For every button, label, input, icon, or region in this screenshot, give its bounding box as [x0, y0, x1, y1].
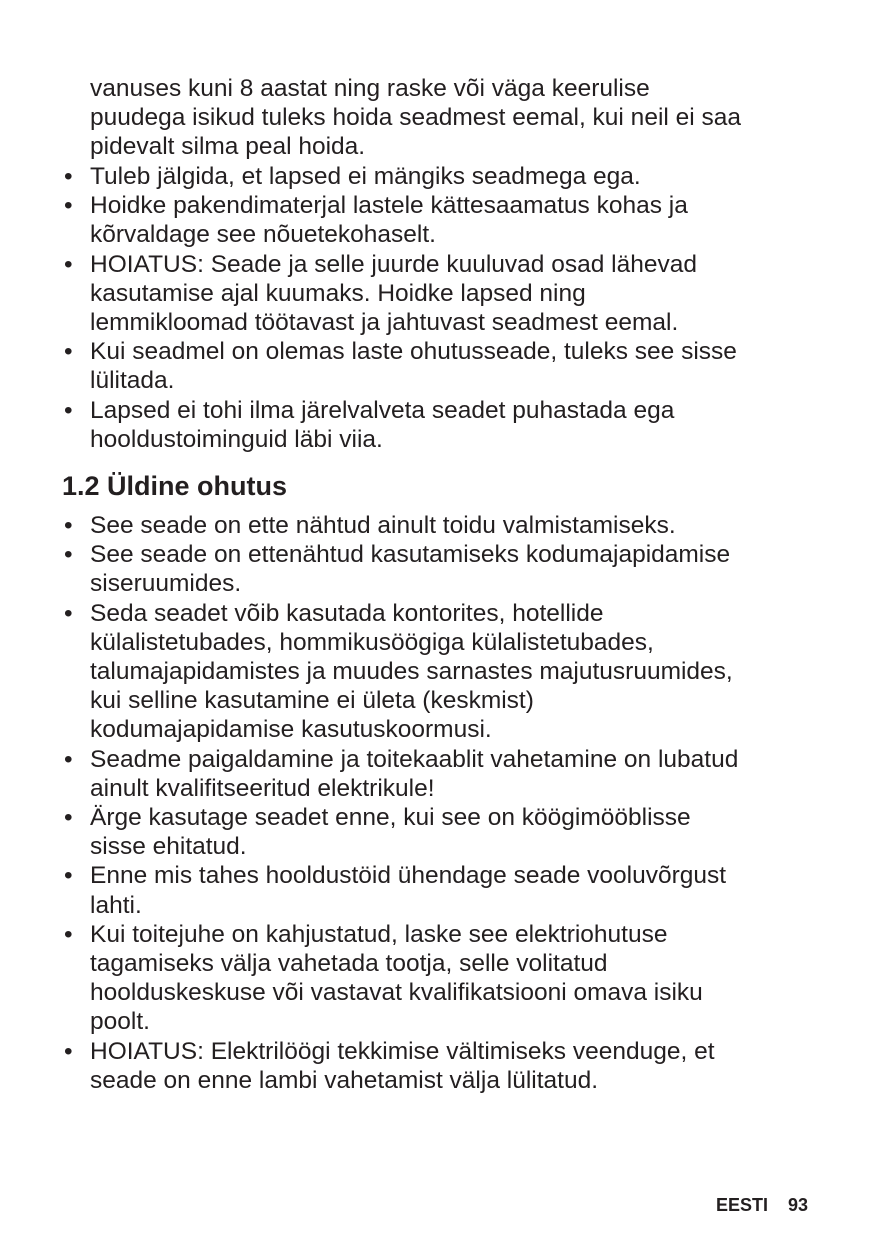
text-line: lülitada. — [90, 367, 175, 395]
list-item — [62, 745, 822, 803]
list-item-text — [90, 921, 703, 1036]
list-item-text — [90, 541, 730, 597]
list-item-text — [90, 746, 738, 802]
list-item-text — [90, 862, 726, 918]
list-item-text — [90, 397, 674, 453]
footer-language: EESTI — [715, 1195, 768, 1215]
list-item — [62, 250, 822, 338]
bullet-icon: • — [64, 163, 73, 190]
text-line: Kui toitejuhe on kahjustatud, laske see elektriohutuse — [90, 920, 668, 948]
text-line: sisse ehitatud. — [90, 833, 247, 861]
text-line: lahti. — [90, 891, 142, 919]
text-line: Lapsed ei tohi ilma järelvalveta seadet puhastada ega — [90, 396, 675, 424]
bullet-icon: • — [64, 920, 73, 948]
text-line: See seade on ettenähtud kasutamiseks kodumajapidamise — [90, 541, 731, 569]
list-item-text — [90, 338, 737, 394]
text-line: külalistetubades, hommikusöögiga külalistetubades, — [90, 628, 654, 656]
list-item — [62, 1037, 822, 1095]
text-line: kasutamise ajal kuumaks. Hoidke lapsed ning — [90, 279, 586, 307]
text-line: pidevalt silma peal hoida. — [90, 133, 366, 161]
text-line: kui selline kasutamine ei ületa (keskmist) — [90, 687, 534, 715]
children-safety-list — [62, 162, 822, 454]
text-line: hoolduskeskuse või vastavat kvalifikatsiooni omava isiku — [90, 979, 703, 1007]
list-item — [62, 540, 822, 598]
bullet-icon: • — [64, 862, 73, 890]
text-line: lemmikloomad töötavast ja jahtuvast seadmest eemal. — [90, 309, 679, 337]
text-line: kõrvaldage see nõuetekohaselt. — [90, 221, 436, 249]
list-item — [62, 162, 822, 191]
bullet-icon: • — [64, 804, 73, 832]
bullet-icon: • — [64, 599, 73, 627]
text-line: puudega isikud tuleks hoida seadmest eemal, kui neil ei saa — [90, 104, 742, 132]
text-line: HOIATUS: Elektrilöögi tekkimise vältimiseks veenduge, et — [90, 1037, 715, 1065]
text-line: Hoidke pakendimaterjal lastele kättesaamatus kohas ja — [90, 192, 688, 220]
bullet-icon: • — [64, 512, 73, 539]
list-item-text — [90, 804, 691, 860]
text-line: seade on enne lambi vahetamist välja lülitatud. — [90, 1066, 599, 1094]
text-line: Ärge kasutage seadet enne, kui see on köögimööblisse — [90, 804, 691, 832]
list-item — [62, 803, 822, 861]
list-item — [62, 511, 822, 540]
list-item-text — [90, 1038, 715, 1094]
text-line: HOIATUS: Seade ja selle juurde kuuluvad osad lähevad — [90, 250, 697, 278]
text-line: siseruumides. — [90, 570, 242, 598]
general-safety-list — [62, 511, 822, 1095]
text-line: hooldustoiminguid läbi viia. — [90, 425, 383, 453]
list-item — [62, 599, 822, 745]
bullet-icon: • — [64, 250, 73, 278]
list-item-text — [90, 251, 697, 336]
text-line: See seade on ette nähtud ainult toidu valmistamiseks. — [90, 512, 676, 539]
bullet-icon: • — [64, 1037, 73, 1065]
list-item — [62, 861, 822, 919]
list-item — [62, 337, 822, 395]
list-item — [62, 920, 822, 1037]
bullet-icon: • — [64, 745, 73, 773]
text-line: ainult kvalifitseeritud elektrikule! — [90, 774, 435, 802]
text-line: vanuses kuni 8 aastat ning raske või väga keerulise — [90, 75, 650, 102]
text-line: Tuleb jälgida, et lapsed ei mängiks seadmega ega. — [90, 163, 641, 190]
bullet-icon: • — [64, 192, 73, 220]
list-item — [62, 396, 822, 454]
text-line: poolt. — [90, 1008, 150, 1036]
bullet-icon: • — [64, 396, 73, 424]
text-line: Kui seadmel on olemas laste ohutusseade, tuleks see sisse — [90, 338, 737, 366]
list-item — [62, 191, 822, 249]
text-line: tagamiseks välja vahetada tootja, selle volitatud — [90, 950, 608, 978]
bullet-icon: • — [64, 541, 73, 569]
text-line: Enne mis tahes hooldustöid ühendage seade vooluvõrgust — [90, 862, 727, 890]
list-item-text — [90, 512, 676, 539]
text-line: Seda seadet võib kasutada kontorites, hotellide — [90, 599, 604, 627]
list-item-text — [90, 192, 688, 248]
text-line: Seadme paigaldamine ja toitekaablit vahetamine on lubatud — [90, 745, 739, 773]
continued-paragraph — [90, 74, 830, 162]
text-line: talumajapidamistes ja muudes sarnastes majutusruumides, — [90, 658, 733, 686]
bullet-icon: • — [64, 338, 73, 366]
list-item-text — [90, 600, 733, 744]
page-number: 93 — [787, 1195, 808, 1215]
text-line: kodumajapidamise kasutuskoormusi. — [90, 716, 492, 744]
section-heading: 1.2 Üldine ohutus — [62, 471, 288, 501]
list-item-text — [90, 163, 641, 190]
page-footer — [716, 1194, 808, 1216]
